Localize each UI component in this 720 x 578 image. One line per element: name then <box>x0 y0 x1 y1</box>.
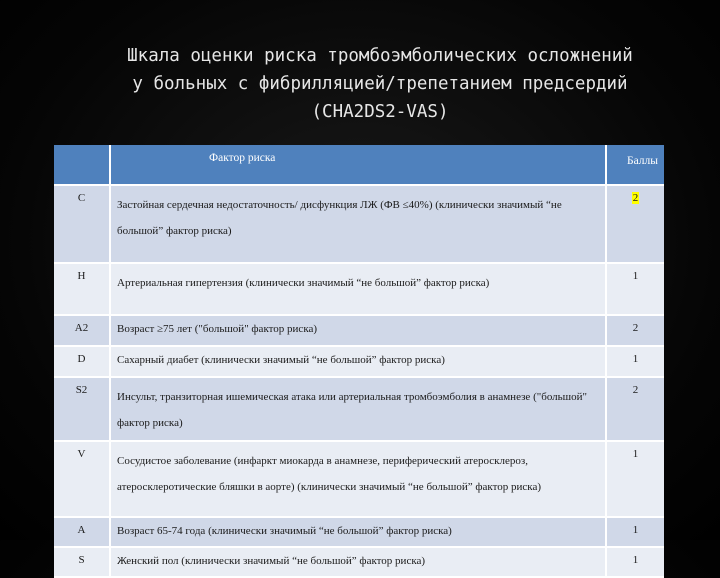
header-score: Баллы <box>606 145 664 185</box>
slide-title <box>60 42 700 126</box>
table-row <box>54 185 664 263</box>
row-score: 1 <box>606 547 664 577</box>
row-score: 2 <box>606 315 664 346</box>
row-code: A2 <box>54 315 110 346</box>
risk-score-table <box>54 145 664 578</box>
header-factor: Фактор риска <box>110 145 606 185</box>
row-factor: Застойная сердечная недостаточность/ дисфункция ЛЖ (ФВ ≤40%) (клинически значимый “не большой” фактор риска) <box>110 185 606 263</box>
row-code: S <box>54 547 110 577</box>
row-factor: Сосудистое заболевание (инфаркт миокарда в анамнезе, периферический атеросклероз, атеросклеротические бляшки в аорте) (клинически значимый “не большой” фактор риска) <box>110 441 606 517</box>
table-row <box>54 377 664 441</box>
row-factor: Инсульт, транзиторная ишемическая атака или артериальная тромбоэмболия в анамнезе ("большой" фактор риска) <box>110 377 606 441</box>
row-score: 1 <box>606 346 664 377</box>
slide-title-line-2: у больных с фибрилляцией/трепетанием предсердий <box>132 74 628 94</box>
row-code: A <box>54 517 110 547</box>
row-score-highlighted: 2 <box>632 192 639 204</box>
table-row <box>54 517 664 547</box>
row-score: 1 <box>606 517 664 547</box>
row-factor: Сахарный диабет (клинически значимый “не большой” фактор риска) <box>110 346 606 377</box>
row-score <box>606 185 664 263</box>
slide-title-line-3: (CHA2DS2-VAS) <box>311 102 449 122</box>
row-code: C <box>54 185 110 263</box>
header-code <box>54 145 110 185</box>
table-row <box>54 315 664 346</box>
row-factor: Возраст ≥75 лет ("большой" фактор риска) <box>110 315 606 346</box>
table-header-row <box>54 145 664 185</box>
row-factor: Женский пол (клинически значимый “не большой” фактор риска) <box>110 547 606 577</box>
table-row <box>54 263 664 315</box>
row-score: 1 <box>606 441 664 517</box>
row-score: 2 <box>606 377 664 441</box>
table-row <box>54 346 664 377</box>
table-row <box>54 441 664 517</box>
row-code: S2 <box>54 377 110 441</box>
row-code: D <box>54 346 110 377</box>
row-code: V <box>54 441 110 517</box>
row-factor: Возраст 65-74 года (клинически значимый “не большой” фактор риска) <box>110 517 606 547</box>
slide-title-line-1: Шкала оценки риска тромбоэмболических осложнений <box>127 46 633 66</box>
row-factor: Артериальная гипертензия (клинически значимый “не большой” фактор риска) <box>110 263 606 315</box>
row-code: H <box>54 263 110 315</box>
table-row <box>54 547 664 577</box>
row-score: 1 <box>606 263 664 315</box>
